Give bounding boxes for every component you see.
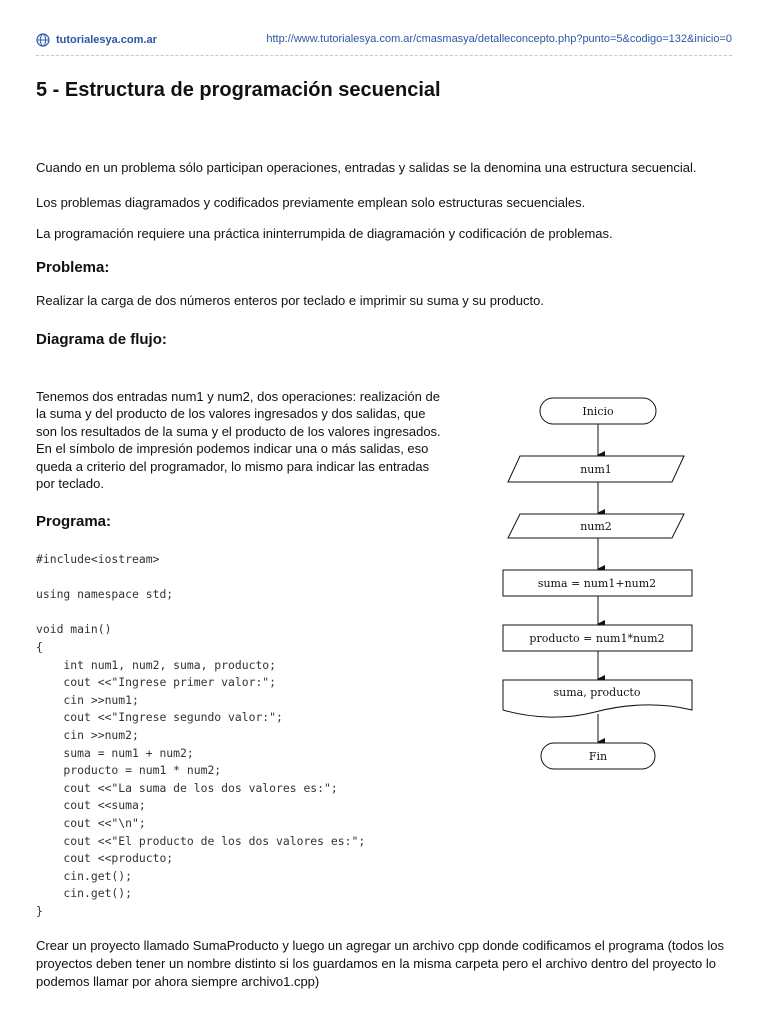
problem-statement: Realizar la carga de dos números enteros por teclado e imprimir su suma y su producto. [36,293,544,308]
code-line: using namespace std; [36,587,174,602]
flow-input1-label: num1 [580,463,612,476]
flow-input-num1 [508,456,684,482]
heading-problema: Problema: [36,259,110,276]
code-line: cout <<"\n"; [36,815,146,830]
paragraph-problems: Los problemas diagramados y codificados previamente emplean solo estructuras secuenciales. [36,195,586,210]
code-line: void main() [36,622,112,637]
flow-start-node [540,398,656,424]
flow-start-label: Inicio [582,405,614,418]
code-line: cout <<suma; [36,798,146,813]
code-line: cout <<"Ingrese primer valor:"; [36,675,277,690]
flow-output-document [503,680,692,717]
code-line: cout <<producto; [36,851,174,866]
flow-end-node [541,743,655,769]
closing-paragraph: Crear un proyecto llamado SumaProducto y luego un agregar un archivo cpp donde codificamos el programa (todos los proyectos deben tener un nombre distinto si los guardamos en la misma carpeta pero el archivo dentro del proyecto lo podemos llamar por ahora siempre archivo1.cpp) [36,938,724,989]
flow-process-producto [503,625,692,651]
code-line: cin.get(); [36,868,133,883]
heading-diagrama: Diagrama de flujo: [36,331,167,348]
code-line: { [36,639,43,654]
heading-programa: Programa: [36,513,112,530]
site-brand[interactable] [36,33,157,47]
flow-op2-label: producto = num1*num2 [529,632,665,645]
diagram-explanation: Tenemos dos entradas num1 y num2, dos operaciones: realización de la suma y del producto de los valores ingresados y dos salidas, que son los resultados de la suma y el producto de los valores ingresados. En el símbolo de impresión podemos indicar una o más salidas, eso queda a criterio del programador, lo mismo para indicar las entradas por teclado. [36,389,441,492]
flowchart [495,392,695,782]
code-line [36,604,365,622]
flow-input-num2 [508,514,684,538]
header-divider [36,55,732,56]
code-line: suma = num1 + num2; [36,745,194,760]
code-block [36,551,365,920]
code-line [36,569,365,587]
flow-end-label: Fin [588,750,608,763]
code-line: cin >>num2; [36,727,139,742]
code-line: #include<iostream> [36,552,160,566]
site-name: tutorialesya.com.ar [56,34,157,46]
code-line: cin.get(); [36,886,133,901]
globe-icon [36,33,50,47]
code-line: producto = num1 * num2; [36,763,222,778]
code-line: cout <<"Ingrese segundo valor:"; [36,710,283,725]
paragraph-practice: La programación requiere una práctica ininterrumpida de diagramación y codificación de problemas. [36,226,613,241]
code-line: int num1, num2, suma, producto; [36,657,277,672]
flow-process-suma [503,570,692,596]
page-title: 5 - Estructura de programación secuencial [36,79,441,101]
code-line: cout <<"El producto de los dos valores es:"; [36,833,366,848]
flow-op1-label: suma = num1+num2 [537,577,657,590]
flow-input2-label: num2 [580,520,612,533]
page-header [36,33,732,51]
paragraph-definition: Cuando en un problema sólo participan operaciones, entradas y salidas se la denomina una estructura secuencial. [36,160,697,175]
code-line: cin >>num1; [36,692,139,707]
code-line: cout <<"La suma de los dos valores es:"; [36,780,338,795]
page-url-link[interactable]: http://www.tutorialesya.com.ar/cmasmasya/detalleconcepto.php?punto=5&codigo=132&inicio=0 [266,33,732,45]
flow-output-label: suma, producto [553,686,641,699]
code-line: } [36,903,43,918]
